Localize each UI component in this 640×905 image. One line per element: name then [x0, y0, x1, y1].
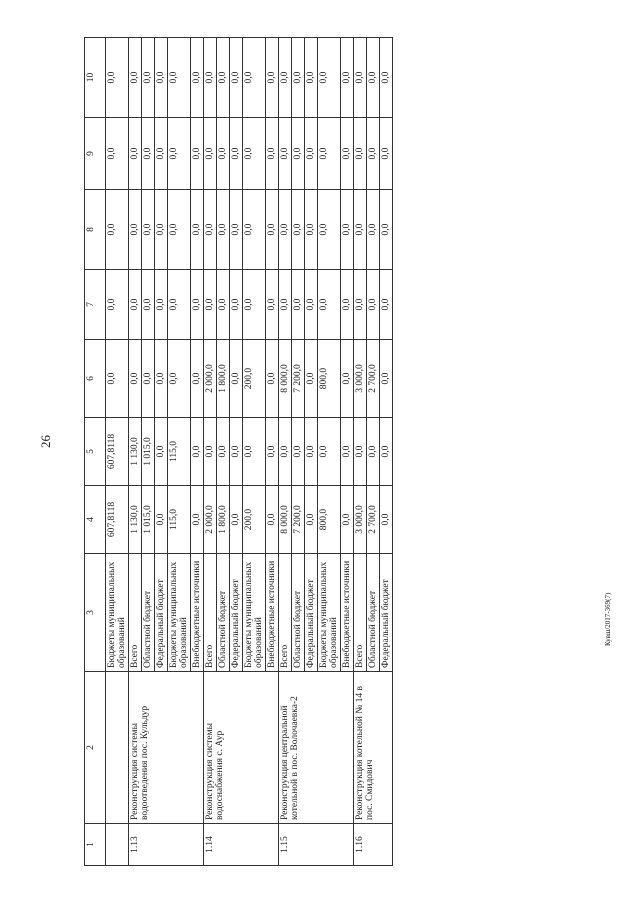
- value-cell: 0,0: [367, 38, 380, 118]
- header-cell: 3: [85, 554, 106, 672]
- value-cell: 1 015,0: [142, 418, 155, 486]
- value-cell: 0,0: [266, 270, 279, 340]
- value-cell: 1 015,0: [142, 486, 155, 554]
- source-cell: Федеральный бюджет: [155, 554, 168, 672]
- value-cell: 0,0: [266, 340, 279, 418]
- source-cell: Всего: [354, 554, 367, 672]
- value-cell: 0,0: [204, 270, 217, 340]
- source-cell: Всего: [129, 554, 142, 672]
- value-cell: 0,0: [106, 340, 129, 418]
- item-number-cell: 1.16: [354, 824, 393, 866]
- value-cell: 0,0: [204, 118, 217, 190]
- value-cell: 0,0: [380, 38, 393, 118]
- item-name-cell: Реконструкция системы водоотведения пос. Кульдур: [129, 672, 204, 824]
- value-cell: 0,0: [243, 190, 266, 270]
- value-cell: 0,0: [354, 118, 367, 190]
- source-cell: Бюджеты муниципальных образований: [243, 554, 266, 672]
- value-cell: 0,0: [243, 418, 266, 486]
- value-cell: 0,0: [305, 340, 318, 418]
- value-cell: 115,0: [168, 486, 191, 554]
- header-cell: 2: [85, 672, 106, 824]
- value-cell: 0,0: [292, 118, 305, 190]
- value-cell: 0,0: [155, 118, 168, 190]
- value-cell: 0,0: [292, 270, 305, 340]
- source-cell: Областной бюджет: [367, 554, 380, 672]
- value-cell: 0,0: [191, 418, 204, 486]
- budget-table: [84, 37, 393, 866]
- source-cell: Бюджеты муниципальных образований: [168, 554, 191, 672]
- value-cell: 0,0: [142, 38, 155, 118]
- table-body: [106, 38, 393, 866]
- value-cell: 0,0: [305, 190, 318, 270]
- value-cell: 0,0: [155, 190, 168, 270]
- source-cell: Областной бюджет: [217, 554, 230, 672]
- value-cell: 0,0: [217, 38, 230, 118]
- value-cell: 0,0: [266, 190, 279, 270]
- value-cell: 0,0: [341, 418, 354, 486]
- item-name-cell: Реконструкция котельной № 14 в пос. Смидович: [354, 672, 393, 824]
- value-cell: 0,0: [380, 418, 393, 486]
- value-cell: 0,0: [230, 270, 243, 340]
- empty-cell: [106, 672, 129, 824]
- value-cell: 0,0: [155, 418, 168, 486]
- value-cell: 0,0: [266, 38, 279, 118]
- item-number-cell: 1.15: [279, 824, 354, 866]
- value-cell: 0,0: [142, 190, 155, 270]
- value-cell: 2 700,0: [367, 340, 380, 418]
- value-cell: 0,0: [354, 418, 367, 486]
- value-cell: 0,0: [142, 340, 155, 418]
- item-name-cell: Реконструкция системы водоснабжения с. Аур: [204, 672, 279, 824]
- header-cell: 9: [85, 118, 106, 190]
- value-cell: 7 200,0: [292, 486, 305, 554]
- value-cell: 0,0: [217, 190, 230, 270]
- value-cell: 0,0: [305, 418, 318, 486]
- source-cell: Федеральный бюджет: [230, 554, 243, 672]
- header-cell: 4: [85, 486, 106, 554]
- source-cell: Внебюджетные источники: [341, 554, 354, 672]
- source-cell: Внебюджетные источники: [191, 554, 204, 672]
- value-cell: 0,0: [155, 340, 168, 418]
- source-cell: Внебюджетные источники: [266, 554, 279, 672]
- rotated-table-container: [84, 38, 580, 866]
- source-cell: Областной бюджет: [142, 554, 155, 672]
- value-cell: 0,0: [230, 486, 243, 554]
- table-row: [354, 38, 367, 866]
- header-cell: 7: [85, 270, 106, 340]
- value-cell: 0,0: [155, 486, 168, 554]
- source-cell: Бюджеты муниципальных образований: [318, 554, 341, 672]
- value-cell: 0,0: [292, 418, 305, 486]
- source-cell: Федеральный бюджет: [305, 554, 318, 672]
- value-cell: 0,0: [266, 118, 279, 190]
- value-cell: 0,0: [279, 418, 292, 486]
- value-cell: 0,0: [155, 270, 168, 340]
- source-cell: Всего: [204, 554, 217, 672]
- value-cell: 1 800,0: [217, 340, 230, 418]
- value-cell: 2 000,0: [204, 486, 217, 554]
- value-cell: 0,0: [380, 270, 393, 340]
- value-cell: 8 000,0: [279, 340, 292, 418]
- value-cell: 0,0: [230, 38, 243, 118]
- value-cell: 0,0: [106, 190, 129, 270]
- value-cell: 0,0: [129, 118, 142, 190]
- value-cell: 0,0: [305, 118, 318, 190]
- value-cell: 0,0: [106, 270, 129, 340]
- source-cell: Всего: [279, 554, 292, 672]
- value-cell: 0,0: [129, 270, 142, 340]
- value-cell: 115,0: [168, 418, 191, 486]
- item-number-cell: 1.14: [204, 824, 279, 866]
- value-cell: 0,0: [279, 270, 292, 340]
- value-cell: 0,0: [243, 270, 266, 340]
- value-cell: 0,0: [168, 118, 191, 190]
- value-cell: 0,0: [367, 118, 380, 190]
- value-cell: 0,0: [217, 270, 230, 340]
- value-cell: 0,0: [367, 418, 380, 486]
- value-cell: 0,0: [243, 118, 266, 190]
- value-cell: 0,0: [341, 190, 354, 270]
- value-cell: 0,0: [292, 190, 305, 270]
- value-cell: 0,0: [367, 190, 380, 270]
- source-cell: Областной бюджет: [292, 554, 305, 672]
- header-cell: 8: [85, 190, 106, 270]
- page-number: 26: [38, 435, 53, 448]
- value-cell: 0,0: [142, 270, 155, 340]
- value-cell: 0,0: [191, 486, 204, 554]
- value-cell: 0,0: [191, 190, 204, 270]
- header-cell: 10: [85, 38, 106, 118]
- value-cell: 0,0: [341, 118, 354, 190]
- value-cell: 0,0: [243, 38, 266, 118]
- value-cell: 2 700,0: [367, 486, 380, 554]
- table-row: [106, 38, 129, 866]
- value-cell: 0,0: [341, 38, 354, 118]
- table-row: [129, 38, 142, 866]
- value-cell: 0,0: [142, 118, 155, 190]
- value-cell: 0,0: [305, 38, 318, 118]
- header-cell: 6: [85, 340, 106, 418]
- value-cell: 1 130,0: [129, 486, 142, 554]
- value-cell: 0,0: [318, 418, 341, 486]
- header-row: [85, 38, 106, 866]
- value-cell: 1 130,0: [129, 418, 142, 486]
- value-cell: 0,0: [168, 270, 191, 340]
- value-cell: 0,0: [230, 418, 243, 486]
- value-cell: 0,0: [279, 118, 292, 190]
- value-cell: 0,0: [230, 118, 243, 190]
- value-cell: 0,0: [204, 38, 217, 118]
- value-cell: 0,0: [266, 486, 279, 554]
- value-cell: 0,0: [191, 270, 204, 340]
- header-cell: 1: [85, 824, 106, 866]
- value-cell: 0,0: [191, 118, 204, 190]
- value-cell: 800,0: [318, 340, 341, 418]
- value-cell: 0,0: [354, 190, 367, 270]
- value-cell: 0,0: [341, 270, 354, 340]
- value-cell: 0,0: [106, 118, 129, 190]
- value-cell: 0,0: [217, 418, 230, 486]
- value-cell: 0,0: [305, 270, 318, 340]
- value-cell: 0,0: [217, 118, 230, 190]
- value-cell: 0,0: [129, 38, 142, 118]
- document-code: Кувш/2017-369(7): [604, 592, 612, 646]
- value-cell: 200,0: [243, 340, 266, 418]
- value-cell: 0,0: [318, 190, 341, 270]
- value-cell: 0,0: [204, 190, 217, 270]
- value-cell: 0,0: [230, 190, 243, 270]
- value-cell: 0,0: [266, 418, 279, 486]
- header-cell: 5: [85, 418, 106, 486]
- value-cell: 0,0: [292, 38, 305, 118]
- value-cell: 800,0: [318, 486, 341, 554]
- value-cell: 0,0: [318, 38, 341, 118]
- value-cell: 0,0: [305, 486, 318, 554]
- value-cell: 1 800,0: [217, 486, 230, 554]
- value-cell: 0,0: [380, 190, 393, 270]
- value-cell: 0,0: [380, 118, 393, 190]
- empty-cell: [106, 824, 129, 866]
- value-cell: 0,0: [279, 190, 292, 270]
- value-cell: 0,0: [341, 486, 354, 554]
- table-row: [279, 38, 292, 866]
- table-row: [204, 38, 217, 866]
- value-cell: 0,0: [191, 340, 204, 418]
- value-cell: 7 200,0: [292, 340, 305, 418]
- value-cell: 3 000,0: [354, 486, 367, 554]
- item-name-cell: Реконструкция центральной котельной в пос. Волочаевка-2: [279, 672, 354, 824]
- value-cell: 8 000,0: [279, 486, 292, 554]
- value-cell: 0,0: [129, 340, 142, 418]
- value-cell: 0,0: [341, 340, 354, 418]
- value-cell: 0,0: [168, 38, 191, 118]
- value-cell: 0,0: [279, 38, 292, 118]
- source-cell: Бюджеты муниципальных образований: [106, 554, 129, 672]
- value-cell: 2 000,0: [204, 340, 217, 418]
- value-cell: 0,0: [129, 190, 142, 270]
- value-cell: 0,0: [318, 118, 341, 190]
- value-cell: 200,0: [243, 486, 266, 554]
- value-cell: 0,0: [106, 38, 129, 118]
- value-cell: 0,0: [354, 38, 367, 118]
- value-cell: 0,0: [354, 270, 367, 340]
- value-cell: 0,0: [230, 340, 243, 418]
- value-cell: 0,0: [191, 38, 204, 118]
- value-cell: 607,8118: [106, 486, 129, 554]
- value-cell: 0,0: [367, 270, 380, 340]
- source-cell: Федеральный бюджет: [380, 554, 393, 672]
- item-number-cell: 1.13: [129, 824, 204, 866]
- value-cell: 0,0: [380, 486, 393, 554]
- value-cell: 0,0: [380, 340, 393, 418]
- value-cell: 0,0: [318, 270, 341, 340]
- value-cell: 607,8118: [106, 418, 129, 486]
- value-cell: 3 000,0: [354, 340, 367, 418]
- value-cell: 0,0: [155, 38, 168, 118]
- value-cell: 0,0: [204, 418, 217, 486]
- value-cell: 0,0: [168, 340, 191, 418]
- value-cell: 0,0: [168, 190, 191, 270]
